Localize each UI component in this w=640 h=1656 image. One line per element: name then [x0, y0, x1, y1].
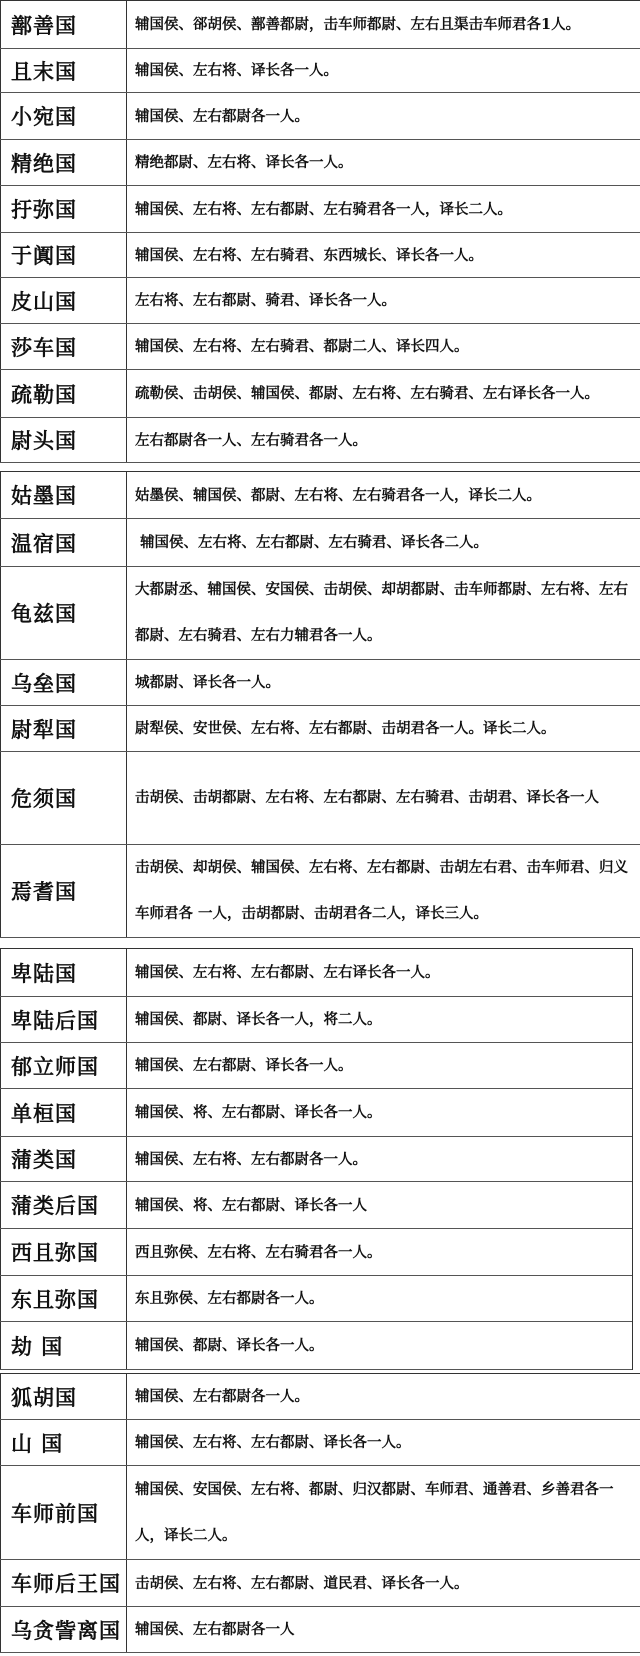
table-row [0, 1322, 632, 1370]
table-row [0, 370, 640, 418]
table-row [0, 706, 640, 752]
official-list: 尉犁侯、安世侯、左右将、左右都尉、击胡君各一人。译长二人。 [135, 720, 556, 737]
state-name: 蒲类国 [0, 1137, 127, 1181]
official-list: 辅国侯、左右都尉各一人。 [135, 107, 309, 125]
state-name: 且末国 [0, 49, 127, 92]
state-name: 小宛国 [0, 93, 127, 139]
official-list: 西且弥侯、左右将、左右骑君各一人。 [135, 1243, 382, 1261]
table-row [0, 1182, 632, 1229]
state-name: 于阗国 [0, 233, 127, 277]
table-row [0, 233, 640, 278]
official-list: 疏勒侯、击胡侯、辅国侯、都尉、左右将、左右骑君、左右译长各一人。 [135, 385, 599, 402]
table-row [0, 997, 632, 1043]
official-list: 辅国侯、郤胡侯、鄯善都尉，击车师都尉、左右且渠击车师君各1人。 [135, 16, 581, 33]
state-name: 西且弥国 [0, 1229, 127, 1275]
table-row [0, 1229, 632, 1276]
official-list: 左右将、左右都尉、骑君、译长各一人。 [135, 292, 396, 309]
table-row [0, 49, 640, 93]
official-list: 辅国侯、左右将、左右骑君、都尉二人、译长四人。 [135, 338, 469, 355]
official-list: 辅国侯、左右将、译长各一人。 [135, 62, 338, 79]
state-name: 温宿国 [0, 519, 127, 566]
official-list: 辅国侯、左右将、左右骑君、东西城长、译长各一人。 [135, 246, 483, 264]
table-row [0, 186, 640, 233]
state-name: 疏勒国 [0, 370, 127, 417]
official-list: 辅国侯、左右将、左右都尉、译长各一人。 [135, 1434, 411, 1451]
state-name: 乌贪訾离国 [0, 1607, 127, 1652]
state-name: 劫 国 [0, 1322, 127, 1369]
official-list: 辅国侯、安国侯、左右将、都尉、归汉都尉、车师君、通善君、乡善君各一人，译长二人。 [135, 1480, 614, 1544]
official-list: 辅国侯、左右都尉、译长各一人。 [135, 1057, 353, 1074]
table-row [0, 1374, 640, 1420]
table-row [0, 949, 632, 997]
table-row [0, 1137, 632, 1182]
table-row [0, 567, 640, 660]
table-row [0, 1089, 632, 1137]
table-section-3 [0, 948, 633, 1370]
state-name: 单桓国 [0, 1089, 127, 1136]
official-list: 击胡侯、左右将、左右都尉、道民君、译长各一人。 [135, 1574, 469, 1592]
official-list: 辅国侯、都尉、译长各一人，将二人。 [135, 1011, 382, 1028]
state-name: 车师前国 [0, 1466, 127, 1559]
official-list: 姑墨侯、辅国侯、都尉、左右将、左右骑君各一人，译长二人。 [135, 486, 541, 504]
official-list: 辅国侯、将、左右都尉、译长各一人。 [135, 1104, 382, 1121]
state-name: 危须国 [0, 752, 127, 844]
official-list: 东且弥侯、左右都尉各一人。 [135, 1290, 324, 1307]
state-name: 郁立师国 [0, 1043, 127, 1088]
state-name: 鄯善国 [0, 1, 127, 48]
table-section-4 [0, 1373, 640, 1653]
table-row [0, 418, 640, 463]
table-row [0, 1043, 632, 1089]
table-section-2 [0, 471, 640, 938]
state-name: 皮山国 [0, 278, 127, 323]
table-row [0, 1, 640, 49]
official-list: 击胡侯、击胡都尉、左右将、左右都尉、左右骑君、击胡君、译长各一人 [135, 789, 599, 806]
state-name: 尉头国 [0, 418, 127, 462]
table-row [0, 324, 640, 370]
state-name: 蒲类后国 [0, 1182, 127, 1228]
state-name: 扜弥国 [0, 186, 127, 232]
table-row [0, 660, 640, 706]
official-list: 城都尉、译长各一人。 [135, 674, 280, 691]
table-row [0, 752, 640, 845]
state-name: 龟兹国 [0, 567, 127, 659]
official-list: 精绝都尉、左右将、译长各一人。 [135, 154, 353, 171]
table-row [0, 519, 640, 567]
table-row [0, 845, 640, 938]
table-row [0, 1560, 640, 1607]
table-row [0, 93, 640, 140]
state-name: 车师后王国 [0, 1560, 127, 1606]
state-name: 莎车国 [0, 324, 127, 369]
official-list: 辅国侯、左右将、左右都尉各一人。 [135, 1150, 367, 1168]
official-list: 辅国侯、左右将、左右都尉、左右骑君各一人，译长二人。 [135, 200, 512, 218]
official-list: 辅国侯、左右都尉各一人 [135, 1621, 295, 1638]
official-list: 辅国侯、将、左右都尉、译长各一人 [135, 1196, 367, 1214]
state-name: 姑墨国 [0, 472, 127, 518]
table-row [0, 1607, 640, 1653]
official-list: 辅国侯、左右将、左右都尉、左右骑君、译长各二人。 [135, 534, 489, 551]
table-row [0, 472, 640, 519]
state-name: 焉耆国 [0, 845, 127, 937]
state-name: 精绝国 [0, 140, 127, 185]
official-list: 辅国侯、左右将、左右都尉、左右译长各一人。 [135, 964, 440, 981]
official-list: 辅国侯、都尉、译长各一人。 [135, 1337, 324, 1354]
state-name: 卑陆国 [0, 949, 127, 996]
table-row [0, 1276, 632, 1322]
table-row [0, 1466, 640, 1560]
official-list: 大都尉丞、辅国侯、安国侯、击胡侯、却胡都尉、击车师都尉、左右将、左右都尉、左右骑君、左右力辅君各一人。 [135, 581, 628, 644]
table-row [0, 278, 640, 324]
table-section-1 [0, 0, 640, 463]
state-name: 东且弥国 [0, 1276, 127, 1321]
table-row [0, 1420, 640, 1466]
state-name: 尉犁国 [0, 706, 127, 751]
state-name: 乌垒国 [0, 660, 127, 705]
state-name: 卑陆后国 [0, 997, 127, 1042]
official-list: 击胡侯、却胡侯、辅国侯、左右将、左右都尉、击胡左右君、击车师君、归义车师君各 一人，击胡都尉、击胡君各二人，译长三人。 [135, 859, 628, 922]
official-list: 左右都尉各一人、左右骑君各一人。 [135, 431, 367, 449]
state-name: 山 国 [0, 1420, 127, 1465]
table-row [0, 140, 640, 186]
official-list: 辅国侯、左右都尉各一人。 [135, 1388, 309, 1405]
state-name: 狐胡国 [0, 1374, 127, 1419]
